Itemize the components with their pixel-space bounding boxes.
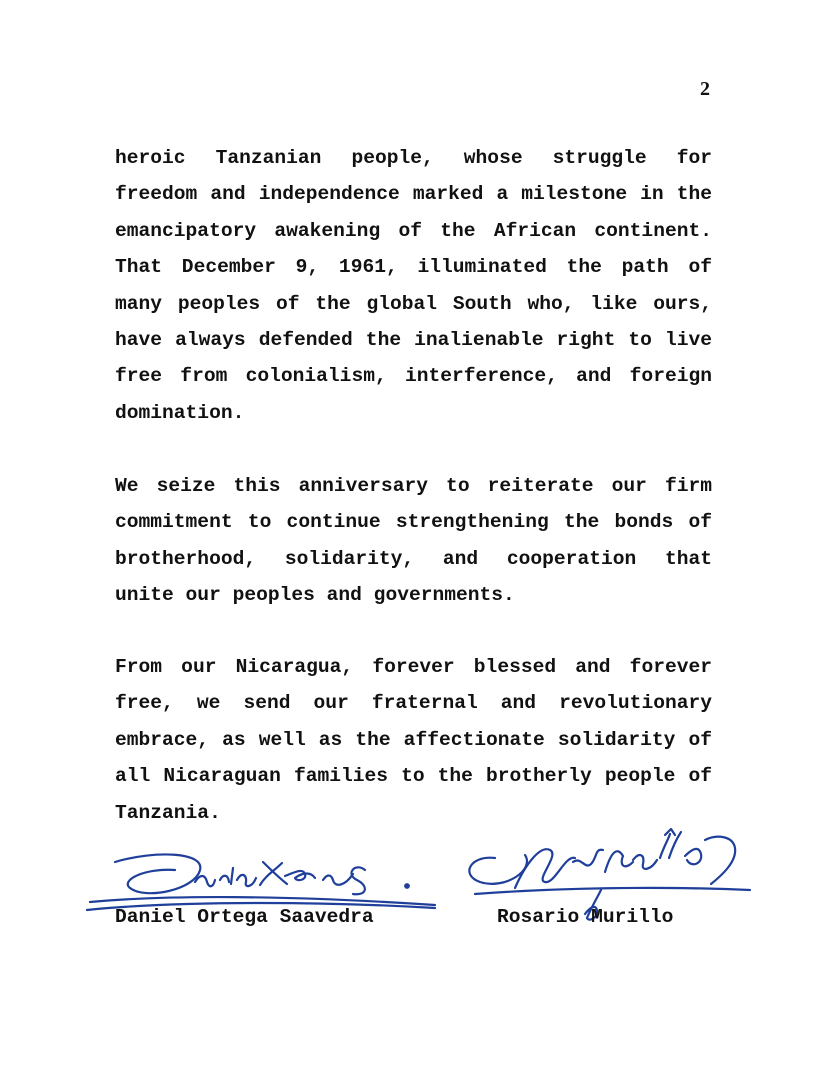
paragraph-2: We seize this anniversary to reiterate our firm commitment to continue strengthening the bonds of brotherhood, solidarity, and cooperation that unite our peoples and governments. [115,475,712,607]
signatory-name-murillo: Rosario Murillo [497,906,674,928]
paragraph-1: heroic Tanzanian people, whose struggle for freedom and independence marked a milestone in the emancipatory awakening of the African continent. That December 9, 1961, illuminated the path of many peoples of the global South who, like ours, have always defended the inalienable right to live free from colonialism, interference, and foreign domination. [115,147,712,424]
page-number: 2 [700,78,710,100]
paragraph-3: From our Nicaragua, forever blessed and forever free, we send our fraternal and revolutionary embrace, as well as the affectionate solidarity of all Nicaraguan families to the brotherly people of Tanzania. [115,656,712,824]
signatory-name-ortega: Daniel Ortega Saavedra [115,906,374,928]
